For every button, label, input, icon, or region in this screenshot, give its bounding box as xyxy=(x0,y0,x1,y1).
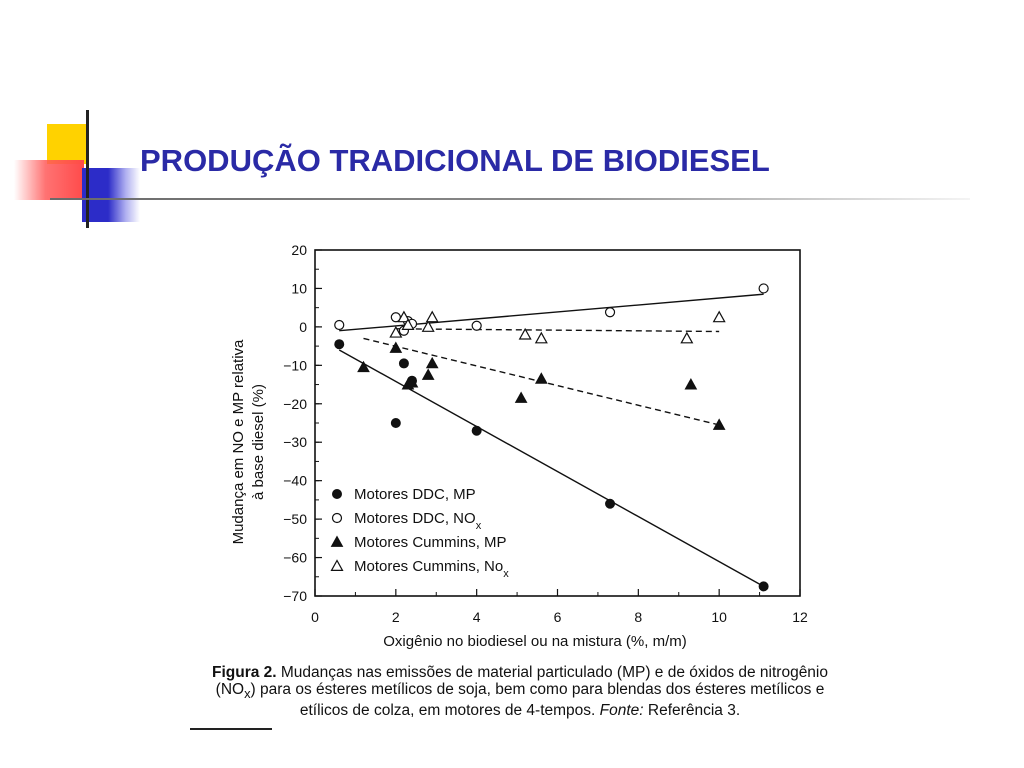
y-tick-label: −30 xyxy=(283,434,307,451)
data-point-series-2 xyxy=(606,308,615,317)
data-point-series-4 xyxy=(681,333,692,343)
data-point-series-3 xyxy=(390,343,401,353)
caption-source: Referência 3. xyxy=(643,702,741,720)
y-tick-label: −20 xyxy=(283,395,307,412)
y-tick-label: 10 xyxy=(291,280,307,297)
data-point-series-1 xyxy=(606,499,615,508)
data-point-series-4 xyxy=(536,333,547,343)
data-point-series-2 xyxy=(759,284,768,293)
emissions-chart xyxy=(200,230,820,660)
x-tick-label: 10 xyxy=(711,609,727,625)
x-axis-ticks xyxy=(311,589,808,625)
caption-text-2: ) para os ésteres metílicos de soja, bem como para blendas dos ésteres metílicos e etílicos de colza, em motores de 4-tempos. xyxy=(250,681,825,720)
y-tick-label: −10 xyxy=(283,357,307,374)
caption-source-label: Fonte: xyxy=(599,702,644,720)
y-tick-label: −40 xyxy=(283,472,307,489)
trend-line-4 xyxy=(396,329,719,332)
data-point-series-3 xyxy=(358,362,369,372)
slide-title: PRODUÇÃO TRADICIONAL DE BIODIESEL xyxy=(140,143,770,178)
data-point-series-1 xyxy=(335,340,344,349)
legend-label-subscript: x xyxy=(503,568,509,580)
x-tick-label: 6 xyxy=(553,609,562,625)
caption-text: Mudanças nas emissões de material particulado (MP) e de óxidos de nitrogênio (NO xyxy=(215,664,828,698)
title-divider xyxy=(50,198,970,200)
legend-label-1: Motores DDC, MP xyxy=(354,486,476,503)
data-point-series-4 xyxy=(714,312,725,322)
y-axis-label-line2: à base diesel (%) xyxy=(250,384,267,500)
legend-marker-1 xyxy=(333,490,342,499)
data-point-series-3 xyxy=(423,369,434,379)
data-point-series-4 xyxy=(427,312,438,322)
x-tick-label: 4 xyxy=(472,609,481,625)
legend-label-4: Motores Cummins, $No_x$ xyxy=(354,558,509,580)
y-axis-label-line1: Mudança em NO e MP relativa xyxy=(230,339,247,545)
x-tick-label: 12 xyxy=(792,609,808,625)
data-point-series-2 xyxy=(335,320,344,329)
data-point-series-1 xyxy=(759,582,768,591)
figure-caption xyxy=(190,664,850,719)
y-tick-label: 20 xyxy=(291,242,307,258)
deco-red-block xyxy=(14,160,84,200)
y-tick-label: −60 xyxy=(283,549,307,566)
x-tick-label: 8 xyxy=(634,609,643,625)
x-axis-label: Oxigênio no biodiesel ou na mistura (%, m/m) xyxy=(383,633,687,650)
x-tick-label: 0 xyxy=(311,609,319,625)
data-point-series-1 xyxy=(399,359,408,368)
caption-label: Figura 2. xyxy=(211,664,277,681)
y-tick-label: −70 xyxy=(283,588,307,604)
deco-vertical-line xyxy=(86,110,89,228)
caption-subscript: x xyxy=(244,686,251,702)
y-tick-label: 0 xyxy=(299,318,307,335)
deco-blue-block xyxy=(82,168,140,222)
legend-marker-2 xyxy=(333,514,342,523)
legend-label-subscript: x xyxy=(475,520,482,532)
y-tick-label: −50 xyxy=(283,511,307,528)
data-point-series-2 xyxy=(472,321,481,330)
data-point-series-3 xyxy=(685,379,696,389)
data-point-series-3 xyxy=(536,373,547,383)
deco-yellow-square xyxy=(47,124,87,164)
data-point-series-1 xyxy=(391,419,400,428)
legend-marker-4 xyxy=(332,561,343,571)
chart-legend xyxy=(332,486,510,580)
x-tick-label: 2 xyxy=(391,609,400,625)
data-point-series-3 xyxy=(427,358,438,368)
data-point-series-3 xyxy=(516,393,527,403)
data-point-series-1 xyxy=(472,426,481,435)
y-axis-ticks xyxy=(283,242,322,604)
legend-label-2: Motores DDC, $NO_x$ xyxy=(354,510,482,532)
caption-underline xyxy=(190,728,272,730)
legend-label-3: Motores Cummins, MP xyxy=(354,534,507,551)
legend-marker-3 xyxy=(332,537,343,547)
